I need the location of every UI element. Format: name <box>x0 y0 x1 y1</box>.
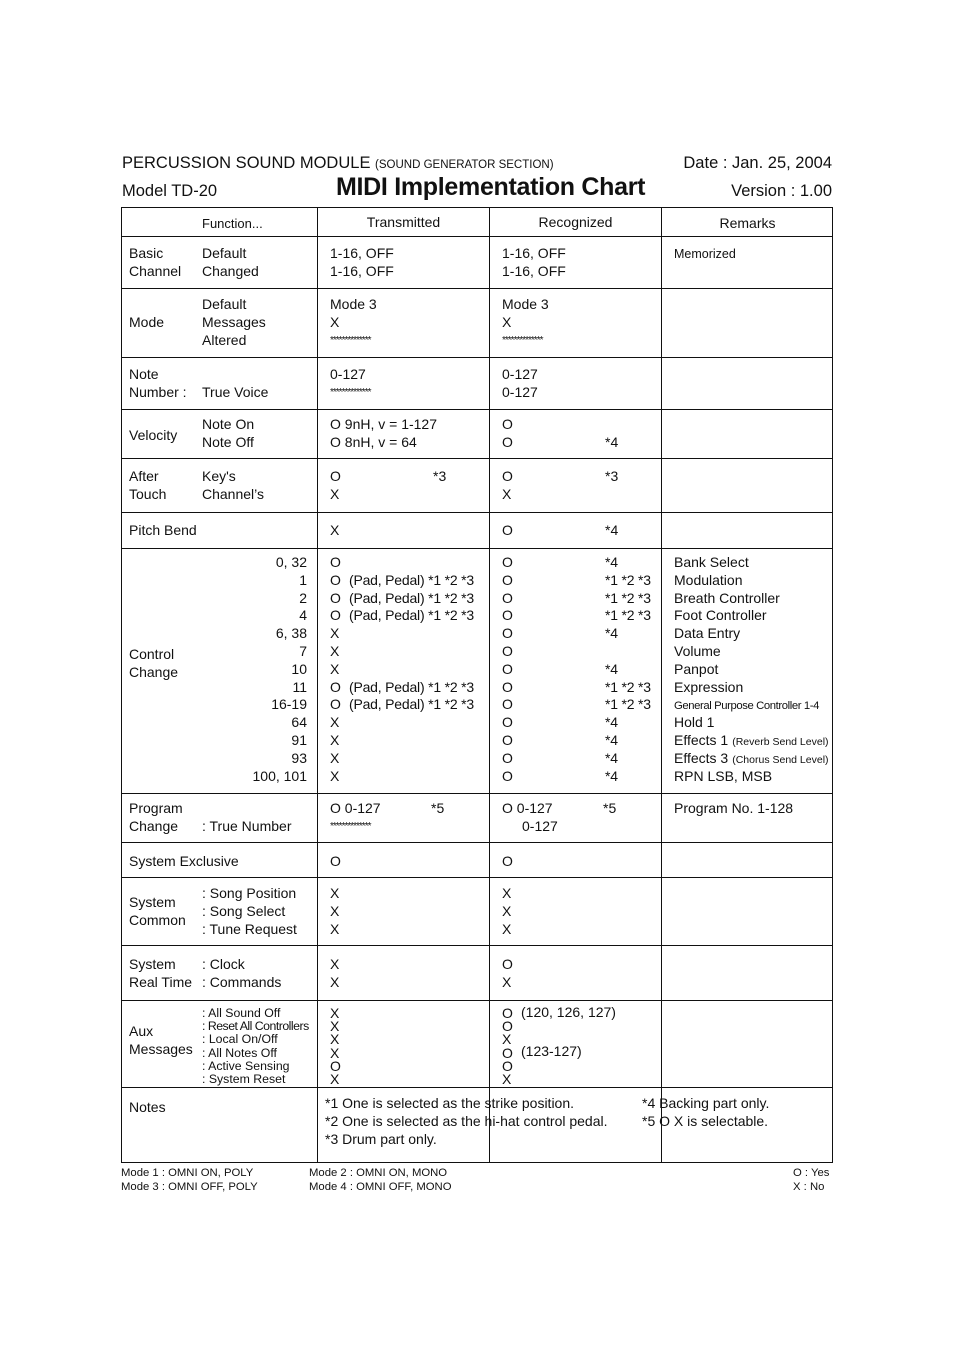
cc-rx-note: *4 <box>605 732 618 748</box>
cc-tx-note: (Pad, Pedal) *1 *2 *3 <box>349 571 474 588</box>
cc-tx-note: (Pad, Pedal) *1 *2 *3 <box>349 589 474 606</box>
cc-rx-note: *4 <box>605 767 618 784</box>
cc-tx: X <box>330 625 340 642</box>
product-title: PERCUSSION SOUND MODULE <box>122 154 371 172</box>
aux-rx-note-1: (120, 126, 127) <box>521 1004 616 1020</box>
cc-remark: Panpot <box>674 660 719 677</box>
cc-remark: Volume <box>674 643 721 659</box>
after-touch-sub: Key's Channel’s <box>202 468 265 502</box>
cc-number: 93 <box>291 749 307 766</box>
basic-channel-rx: 1-16, OFF 1-16, OFF <box>502 245 566 279</box>
cc-tx: O <box>330 696 341 713</box>
pitch-bend-tx: X <box>330 522 340 538</box>
cc-remark: Modulation <box>674 571 743 588</box>
note-number-rx: 0-127 0-127 <box>502 366 538 400</box>
aux-rx: O O X O O X <box>502 1005 513 1088</box>
cc-tx-note: (Pad, Pedal) *1 *2 *3 <box>349 696 474 713</box>
basic-channel-tx: 1-16, OFF 1-16, OFF <box>330 245 394 279</box>
after-touch-rx: O X <box>502 468 513 502</box>
cc-number: 100, 101 <box>252 767 307 784</box>
cc-number: 0, 32 <box>275 554 307 570</box>
cc-remark: General Purpose Controller 1-4 <box>674 700 819 713</box>
cc-number: 4 <box>299 607 307 624</box>
product-name <box>122 154 554 173</box>
aux-rx-note-2: (123-127) <box>521 1043 582 1059</box>
cc-tx: O <box>330 554 341 570</box>
cc-rx: O <box>502 554 513 570</box>
program-change-label: Program Change <box>129 800 183 834</box>
control-change-label: Control Change <box>129 646 179 680</box>
note-number-sub: True Voice <box>202 384 269 400</box>
cc-rx-note: *4 <box>605 660 618 677</box>
system-exclusive-rx: O <box>502 853 513 869</box>
column-divider <box>317 208 318 1162</box>
aux-label: Aux Messages <box>129 1023 193 1057</box>
implementation-table <box>121 207 833 1163</box>
after-touch-tx: O X <box>330 468 341 502</box>
cc-remark: Data Entry <box>674 625 741 642</box>
cc-rx: O <box>502 589 513 606</box>
cc-rx: O <box>502 749 513 766</box>
note-number-tx: 0-127 ************** <box>330 366 371 398</box>
cc-rx: O <box>502 678 513 695</box>
cc-rx-note: *4 <box>605 625 618 642</box>
system-common-sub: : Song Position : Song Select : Tune Request <box>202 885 297 937</box>
cc-rx-note: *1 *2 *3 <box>605 696 651 713</box>
cc-remark: Effects 3 (Chorus Send Level) <box>674 749 829 766</box>
row-divider <box>122 945 832 946</box>
chart-version: Version : 1.00 <box>731 182 832 200</box>
row-divider <box>122 1000 832 1001</box>
chart-title: MIDI Implementation Chart <box>336 173 646 201</box>
cc-number: 7 <box>299 643 307 659</box>
cc-rx: O <box>502 732 513 748</box>
product-section: (SOUND GENERATOR SECTION) <box>375 159 554 171</box>
velocity-rx-note: *4 <box>605 434 619 450</box>
cc-rx-note: *1 *2 *3 <box>605 607 651 624</box>
velocity-label: Velocity <box>129 427 178 443</box>
cc-tx: X <box>330 732 340 748</box>
velocity-rx: O O <box>502 416 513 450</box>
cc-rx: O <box>502 607 513 624</box>
cc-rx-note: *4 <box>605 714 618 731</box>
program-change-rx: O 0-127 0-127 <box>502 800 558 834</box>
after-touch-label: After Touch <box>129 468 167 502</box>
cc-rx: O <box>502 714 513 731</box>
header-remarks: Remarks <box>719 215 776 231</box>
row-divider <box>122 357 832 358</box>
after-touch-tx-note: *3 <box>433 468 447 484</box>
cc-tx: X <box>330 660 340 677</box>
cc-tx: X <box>330 749 340 766</box>
row-divider <box>122 877 832 878</box>
header-transmitted: Transmitted <box>366 214 441 230</box>
mode-label: Mode <box>129 314 165 330</box>
row-divider <box>122 548 832 549</box>
program-change-sub: : True Number <box>202 818 292 834</box>
cc-number: 16-19 <box>271 696 307 713</box>
row-divider <box>122 793 832 794</box>
basic-channel-sub: Default Changed <box>202 245 259 279</box>
cc-tx-note: (Pad, Pedal) *1 *2 *3 <box>349 678 474 695</box>
cc-rx-note: *1 *2 *3 <box>605 589 651 606</box>
cc-tx: X <box>330 714 340 731</box>
velocity-sub: Note On Note Off <box>202 416 255 450</box>
column-divider <box>661 208 662 1162</box>
row-divider <box>122 1087 832 1088</box>
cc-rx: O <box>502 625 513 642</box>
cc-tx: O <box>330 589 341 606</box>
cc-number: 11 <box>292 678 307 695</box>
note-number-label: Note Number : <box>129 366 187 400</box>
cc-number: 2 <box>299 589 307 606</box>
cc-tx: O <box>330 571 341 588</box>
cc-tx: X <box>330 643 340 659</box>
cc-number: 91 <box>291 732 307 748</box>
program-change-tx-note: *5 <box>431 800 445 816</box>
program-change-tx: O 0-127 ************** <box>330 800 381 832</box>
model-label: Model TD-20 <box>122 182 218 200</box>
cc-remark: Breath Controller <box>674 589 780 606</box>
cc-rx-note: *1 *2 *3 <box>605 678 651 695</box>
notes-left: *1 One is selected as the strike position. *2 One is selected as the hi-hat control pedal. *3 Drum part only. <box>325 1095 608 1147</box>
header-recognized: Recognized <box>538 214 613 230</box>
cc-remark: Bank Select <box>674 554 749 570</box>
row-divider <box>122 409 832 410</box>
system-realtime-tx: X X <box>330 956 340 990</box>
system-exclusive-tx: O <box>330 853 341 869</box>
notes-right: *4 Backing part only. *5 O X is selectable. <box>642 1095 770 1129</box>
system-realtime-sub: : Clock : Commands <box>202 956 282 990</box>
cc-rx-note: *4 <box>605 554 618 570</box>
cc-number: 10 <box>291 660 307 677</box>
cc-number: 64 <box>291 714 307 731</box>
system-realtime-label: System Real Time <box>129 956 193 990</box>
cc-remark: RPN LSB, MSB <box>674 767 773 784</box>
cc-number: 6, 38 <box>275 625 307 642</box>
header-function: Function... <box>202 216 263 231</box>
system-realtime-rx: O X <box>502 956 513 990</box>
system-common-rx: X X X <box>502 885 512 937</box>
cc-tx-note: (Pad, Pedal) *1 *2 *3 <box>349 607 474 624</box>
cc-tx: X <box>330 767 340 784</box>
cc-rx: O <box>502 660 513 677</box>
pitch-bend-rx: O <box>502 522 513 538</box>
cc-rx: O <box>502 571 513 588</box>
row-divider <box>122 458 832 459</box>
row-divider <box>122 512 832 513</box>
after-touch-rx-note: *3 <box>605 468 619 484</box>
footer-modes-left: Mode 1 : OMNI ON, POLY Mode 3 : OMNI OFF, POLY <box>121 1167 258 1193</box>
basic-channel-remarks: Memorized <box>674 247 736 261</box>
system-common-tx: X X X <box>330 885 340 937</box>
cc-rx: O <box>502 696 513 713</box>
system-common-label: System Common <box>129 894 186 928</box>
program-change-remarks: Program No. 1-128 <box>674 800 794 816</box>
column-divider <box>489 208 490 1162</box>
cc-number: 1 <box>299 571 307 588</box>
chart-date: Date : Jan. 25, 2004 <box>683 154 832 172</box>
cc-remark: Expression <box>674 678 744 695</box>
footer-legend: O : Yes X : No <box>793 1167 830 1193</box>
program-change-rx-note: *5 <box>603 800 617 816</box>
row-divider <box>122 288 832 289</box>
mode-rx: Mode 3 X ************** <box>502 296 549 346</box>
cc-tx: O <box>330 678 341 695</box>
mode-sub: Default Messages Altered <box>202 296 266 348</box>
cc-remark: Foot Controller <box>674 607 767 624</box>
aux-tx: X X X X O X <box>330 1005 341 1088</box>
cc-remark: Effects 1 (Reverb Send Level) <box>674 732 829 748</box>
cc-rx: O <box>502 767 513 784</box>
cc-rx: O <box>502 643 513 659</box>
basic-channel-label: Basic Channel <box>129 245 182 279</box>
mode-tx: Mode 3 X ************** <box>330 296 377 346</box>
velocity-tx: O 9nH, v = 1-127 O 8nH, v = 64 <box>330 416 438 450</box>
notes-label: Notes <box>129 1099 166 1115</box>
pitch-bend-rx-note: *4 <box>605 522 619 538</box>
aux-sub: : All Sound Off : Reset All Controllers : Local On/Off : All Notes Off : Active Sensing : System Reset <box>202 1006 309 1087</box>
cc-remark: Hold 1 <box>674 714 715 731</box>
system-exclusive-label: System Exclusive <box>129 853 239 869</box>
footer-modes-right: Mode 2 : OMNI ON, MONO Mode 4 : OMNI OFF, MONO <box>309 1167 452 1193</box>
cc-tx: O <box>330 607 341 624</box>
pitch-bend-label: Pitch Bend <box>129 522 197 538</box>
row-divider <box>122 842 832 843</box>
cc-rx-note: *1 *2 *3 <box>605 571 651 588</box>
cc-rx-note: *4 <box>605 749 618 766</box>
row-divider <box>122 236 832 237</box>
